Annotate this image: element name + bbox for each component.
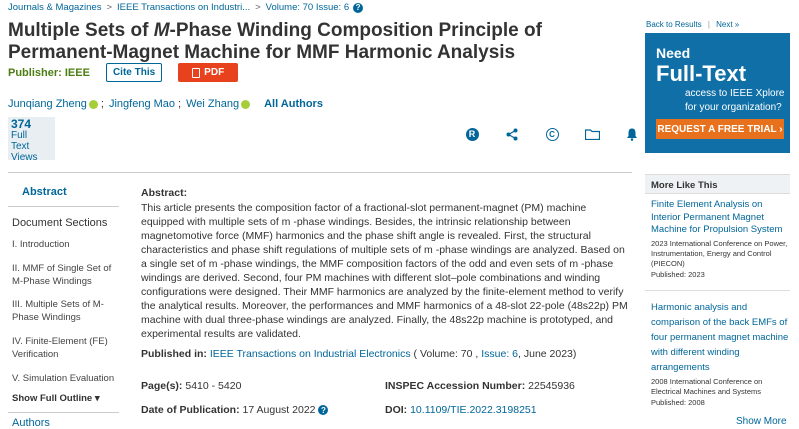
- publisher-label: Publisher:: [8, 66, 62, 79]
- views-label-1: Full: [11, 130, 28, 141]
- more-like-this-item: [651, 199, 791, 280]
- breadcrumb-journal[interactable]: IEEE Transactions on Industri...: [117, 2, 251, 13]
- document-sections-title: Document Sections: [12, 217, 108, 229]
- orcid-icon[interactable]: [89, 100, 98, 109]
- abstract-text: This article presents the composition factor of a fractional-slot permanent-magnet (PM) machine equipped with multiple sets of m -phase windings. Besides, the intrinsic relationship between magnetomotive force (MMF) harmonics and the phase shift angle is revealed. First, the structural characteristics and phase shift regulations of multiple sets of m -phase windings are analyzed. Based on a single set of m -phase windings, the MMF composition factors of the odd and even sets of m -phase windings are derived. Second, four PM machines with different slot–pole combinations and winding configurations were designed. Their MMF harmonics are analyzed by the finite-element method to verify the analytical results. Moreover, the performances and MMF harmonics of a 48-slot 22-pole (48s22p) PM machine with dual three-phase windings are analyzed. Finally, the 48s22p machine is prototyped, and experimental results are validated.: [141, 202, 628, 340]
- author-link[interactable]: Jingfeng Mao: [108, 98, 176, 110]
- next-link[interactable]: Next »: [716, 20, 740, 29]
- nav-separator: |: [707, 20, 710, 29]
- inspec-label: INSPEC Accession Number:: [385, 380, 526, 392]
- cite-this-button[interactable]: Cite This: [106, 63, 162, 82]
- full-text-views-box[interactable]: [8, 117, 55, 163]
- folder-icon[interactable]: [572, 126, 612, 142]
- full-text-ad[interactable]: [645, 33, 790, 153]
- inspec-meta: [385, 380, 575, 392]
- ad-access: access to IEEE Xplore: [685, 88, 785, 99]
- related-article-venue: 2023 International Conference on Power, Instrumentation, Energy and Control (PIECON): [651, 238, 788, 268]
- publisher: [8, 67, 90, 79]
- publication-date-value: 17 August 2022: [242, 404, 316, 416]
- breadcrumb: [8, 2, 363, 13]
- issue-link[interactable]: Issue: 6: [481, 348, 519, 360]
- pdf-icon: [192, 68, 200, 78]
- article-tools: [452, 126, 652, 142]
- sidebar-item-section-3[interactable]: III. Multiple Sets of M-Phase Windings: [12, 299, 104, 323]
- views-label-2: Text Views: [11, 141, 38, 163]
- sidebar-divider: [8, 206, 119, 207]
- title-text: Multiple Sets of: [8, 20, 154, 41]
- pdf-label: PDF: [204, 67, 225, 78]
- related-article-link[interactable]: Finite Element Analysis on Interior Permanent Magnet Machine for Propulsion System: [651, 199, 783, 235]
- sidebar-item-introduction[interactable]: I. Introduction: [12, 239, 70, 250]
- more-like-this-heading: More Like This: [645, 174, 790, 194]
- all-authors-link[interactable]: All Authors: [264, 98, 323, 110]
- issue-date: , June 2023): [518, 348, 577, 360]
- breadcrumb-separator: >: [255, 2, 261, 13]
- title-text-rest: -Phase Winding Composition Principle of Permanent-Magnet Machine for MMF Harmonic Analysis: [8, 20, 542, 63]
- views-count: 374: [11, 117, 32, 131]
- more-like-this-item: [651, 300, 791, 408]
- author-link[interactable]: Junqiang Zheng: [8, 98, 87, 110]
- abstract-heading: Abstract:: [141, 187, 188, 199]
- sidebar-item-authors[interactable]: Authors: [12, 417, 50, 429]
- sidebar-item-section-2[interactable]: II. MMF of Single Set of M-Phase Windings: [12, 263, 112, 287]
- document-sidebar: [0, 180, 127, 429]
- author-separator: ;: [100, 98, 104, 110]
- publication-date-label: Date of Publication:: [141, 404, 240, 416]
- sidebar-item-section-4[interactable]: IV. Finite-Element (FE) Verification: [12, 336, 108, 360]
- request-free-trial-button[interactable]: REQUEST A FREE TRIAL ›: [656, 119, 784, 139]
- pages-value: 5410 - 5420: [185, 380, 242, 392]
- pdf-button[interactable]: [178, 63, 238, 82]
- abstract-section: [141, 186, 631, 341]
- sidebar-item-abstract[interactable]: Abstract: [22, 186, 67, 198]
- results-nav: [646, 20, 739, 29]
- breadcrumb-separator: >: [106, 2, 113, 13]
- title-italic: M: [153, 20, 170, 41]
- help-icon[interactable]: ?: [318, 405, 328, 415]
- author-link[interactable]: Wei Zhang: [186, 98, 240, 110]
- sidebar-divider: [8, 412, 119, 413]
- page-title: [8, 20, 638, 64]
- publisher-row: [8, 63, 238, 82]
- header-divider: [8, 172, 632, 173]
- related-article-published: Published: 2008: [651, 398, 705, 407]
- published-in: [141, 348, 576, 360]
- publication-date-meta: [141, 404, 328, 416]
- ad-org: for your organization?: [685, 102, 782, 113]
- author-separator: ;: [178, 98, 182, 110]
- ad-full-text: Full-Text: [656, 61, 747, 86]
- doi-label: DOI:: [385, 404, 408, 416]
- breadcrumb-volume[interactable]: Volume: 70 Issue: 6: [265, 2, 350, 13]
- orcid-icon[interactable]: [241, 100, 250, 109]
- related-article-link[interactable]: Harmonic analysis and comparison of the back EMFs of four permanent magnet machine with different winding arrangements: [651, 302, 789, 373]
- pages-meta: [141, 380, 241, 392]
- breadcrumb-journals[interactable]: Journals & Magazines: [8, 2, 102, 13]
- related-article-venue: 2008 International Conference on Electrical Machines and Systems: [651, 377, 763, 396]
- sidebar-item-section-5[interactable]: V. Simulation Evaluation: [12, 373, 115, 384]
- copyright-icon[interactable]: C: [532, 126, 572, 142]
- rights-icon[interactable]: R: [452, 126, 492, 142]
- authors-row: [8, 98, 323, 110]
- back-to-results-link[interactable]: Back to Results: [646, 20, 702, 29]
- volume-text: ( Volume: 70 ,: [410, 348, 482, 360]
- pages-label: Page(s):: [141, 380, 183, 392]
- publisher-name: IEEE: [64, 66, 90, 79]
- doi-link[interactable]: 10.1109/TIE.2022.3198251: [410, 404, 537, 416]
- ad-need: Need: [656, 45, 691, 61]
- related-article-published: Published: 2023: [651, 269, 705, 279]
- journal-link[interactable]: IEEE Transactions on Industrial Electronics: [209, 348, 411, 360]
- help-icon[interactable]: ?: [353, 3, 363, 13]
- more-like-this-divider: [645, 290, 790, 291]
- inspec-value: 22545936: [528, 380, 575, 392]
- share-icon[interactable]: [492, 126, 532, 142]
- show-full-outline-link[interactable]: Show Full Outline ▾: [12, 393, 100, 404]
- show-more-link[interactable]: Show More: [736, 416, 787, 427]
- published-in-label: Published in:: [141, 348, 207, 360]
- doi-meta: [385, 404, 537, 416]
